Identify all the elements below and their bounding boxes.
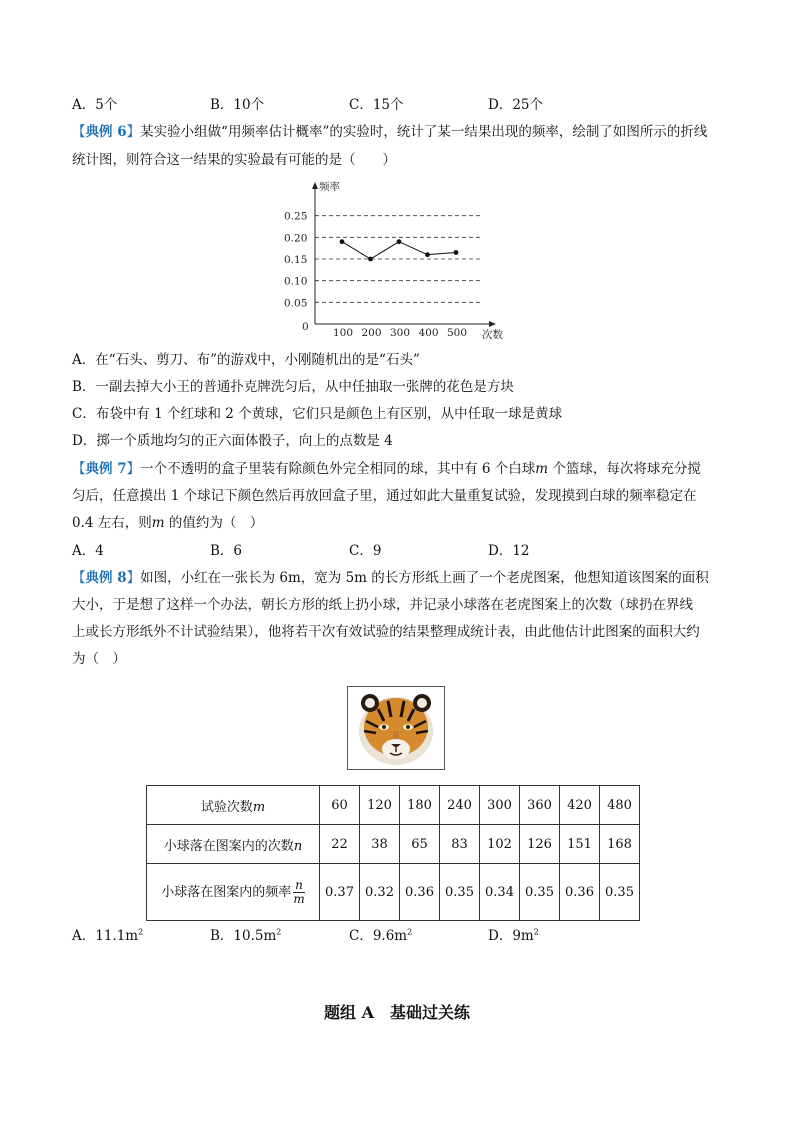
x-axis-label: 次数 xyxy=(482,329,503,341)
trials-header: 试验次数m xyxy=(147,786,320,825)
q5-option-d: D．25个 xyxy=(488,97,544,113)
ex7-var-m-2: m xyxy=(151,515,165,531)
trials-cell: 420 xyxy=(560,786,600,825)
experiment-table xyxy=(146,785,640,921)
frequency-line-chart xyxy=(282,176,522,346)
x-tick-label: 100 xyxy=(333,327,354,339)
ex7-option-c: C．9 xyxy=(349,543,382,559)
ex8-tag: 典例 8 xyxy=(85,570,127,586)
chart-series xyxy=(340,239,459,261)
ex6-option-d: D．掷一个质地均匀的正六面体骰子，向上的点数是 4 xyxy=(72,433,393,449)
ex7-text-3b: 的值约为（ ） xyxy=(164,515,264,531)
frequency-cell: 0.35 xyxy=(600,864,640,921)
trials-cell: 300 xyxy=(480,786,520,825)
tiger-face-icon xyxy=(348,687,444,769)
ex7-option-a: A．4 xyxy=(72,543,104,559)
fraction-n-over-m: $\frac{n}{m}$ xyxy=(293,877,305,906)
ex7-tag: 典例 7 xyxy=(85,461,127,477)
ex8-option-c: C．$9.6m^2$ xyxy=(349,927,413,944)
y-tick-label: 0.25 xyxy=(284,210,308,223)
frequency-cell: 0.37 xyxy=(320,864,360,921)
frequency-cell: 0.32 xyxy=(360,864,400,921)
section-title: 题组 A 基础过关练 xyxy=(324,1003,470,1022)
ex6-option-a: A．在“石头、剪刀、布”的游戏中，小刚随机出的是“石头” xyxy=(72,352,420,368)
ex8-option-a: A．$11.1m^2$ xyxy=(72,927,144,944)
ex8-line4: 为（ ） xyxy=(72,651,126,667)
ex7-option-d: D．12 xyxy=(488,543,530,559)
ex8-option-b: B．$10.5m^2$ xyxy=(210,927,282,944)
ex6-option-b: B．一副去掉大小王的普通扑克牌洗匀后，从中任抽取一张牌的花色是方块 xyxy=(72,379,514,395)
ex8-option-d: D．$9m^2$ xyxy=(488,927,539,944)
x-tick-labels xyxy=(333,327,467,339)
hits-cell: 126 xyxy=(520,825,560,864)
hits-cell: 22 xyxy=(320,825,360,864)
y-tick-label: 0.10 xyxy=(284,275,308,288)
table-row-frequency xyxy=(147,864,640,921)
ex7-line1: 【典例 7】一个不透明的盒子里装有除颜色外完全相同的球，其中有 6 个白球m 个篮球，每次将球充分搅 xyxy=(72,461,701,477)
ex6-tag: 典例 6 xyxy=(85,124,127,140)
q5-option-a: A．5个 xyxy=(72,97,118,113)
trials-cell: 60 xyxy=(320,786,360,825)
data-point xyxy=(340,239,345,244)
ex7-line2: 匀后，任意摸出 1 个球记下颜色然后再放回盒子里，通过如此大量重复试验，发现摸到白球的频率稳定在 xyxy=(72,488,697,504)
x-tick-label: 300 xyxy=(390,327,411,339)
ex7-var-m: m xyxy=(535,461,549,477)
hits-cell: 65 xyxy=(400,825,440,864)
tiger-image xyxy=(347,686,445,770)
hits-cell: 151 xyxy=(560,825,600,864)
trials-cell: 180 xyxy=(400,786,440,825)
ex6-text-1: 某实验小组做“用频率估计概率”的实验时，统计了某一结果出现的频率，绘制了如图所示的折线 xyxy=(140,124,708,140)
table-row-hits xyxy=(147,825,640,864)
frequency-cell: 0.36 xyxy=(400,864,440,921)
hits-cell: 38 xyxy=(360,825,400,864)
data-point xyxy=(425,252,430,257)
x-tick-label: 400 xyxy=(418,327,439,339)
y-tick-label: 0.05 xyxy=(284,297,308,310)
ex7-text-3a: 0.4 左右，则 xyxy=(72,515,152,531)
ex7-option-b: B．6 xyxy=(210,543,243,559)
ex6-line1: 【典例 6】某实验小组做“用频率估计概率”的实验时，统计了某一结果出现的频率，绘制了如图所示的折线 xyxy=(72,124,708,140)
trials-cell: 120 xyxy=(360,786,400,825)
frequency-cell: 0.34 xyxy=(480,864,520,921)
ex7-line3 xyxy=(72,513,263,533)
chart-axes xyxy=(312,182,496,327)
q5-option-c: C．15个 xyxy=(349,97,404,113)
hits-header: 小球落在图案内的次数n xyxy=(147,825,320,864)
ex6-line2: 统计图，则符合这一结果的实验最有可能的是（ ） xyxy=(72,152,396,168)
ex8-line1: 【典例 8】如图，小红在一张长为 6m，宽为 5m 的长方形纸上画了一个老虎图案，他想知道该图案的面积 xyxy=(72,570,709,586)
ex8-text-1: 如图，小红在一张长为 6m，宽为 5m 的长方形纸上画了一个老虎图案，他想知道该图案的面积 xyxy=(140,570,709,586)
ex7-text-1a: 一个不透明的盒子里装有除颜色外完全相同的球，其中有 6 个白球 xyxy=(140,461,536,477)
hits-cell: 168 xyxy=(600,825,640,864)
frequency-cell: 0.35 xyxy=(440,864,480,921)
trials-cell: 240 xyxy=(440,786,480,825)
hits-cell: 83 xyxy=(440,825,480,864)
frequency-cell: 0.36 xyxy=(560,864,600,921)
trials-cell: 480 xyxy=(600,786,640,825)
data-point xyxy=(454,250,459,255)
q5-option-b: B．10个 xyxy=(210,97,265,113)
chart-grid xyxy=(315,216,480,303)
y-tick-label: 0.20 xyxy=(284,232,308,245)
y-tick-label: 0.15 xyxy=(284,254,308,266)
frequency-header: 小球落在图案内的频率 $\frac{n}{m}$ xyxy=(147,864,320,921)
origin-label: 0 xyxy=(302,321,309,333)
data-point xyxy=(368,257,373,262)
ex7-text-1b: 个篮球，每次将球充分搅 xyxy=(548,461,701,477)
ex8-line3: 上或长方形纸外不计试验结果），他将若干次有效试验的结果整理成统计表，由此他估计此图案的面积大约 xyxy=(72,624,700,640)
trials-cell: 360 xyxy=(520,786,560,825)
series-line xyxy=(342,242,456,259)
y-axis-label: 频率 xyxy=(319,181,340,193)
x-tick-label: 200 xyxy=(361,327,382,339)
ex6-option-c: C．布袋中有 1 个红球和 2 个黄球，它们只是颜色上有区别，从中任取一球是黄球 xyxy=(72,406,563,422)
frequency-cell: 0.35 xyxy=(520,864,560,921)
y-tick-labels xyxy=(284,211,307,310)
hits-cell: 102 xyxy=(480,825,520,864)
table-row-trials xyxy=(147,786,640,825)
ex8-line2: 大小，于是想了这样一个办法，朝长方形的纸上扔小球，并记录小球落在老虎图案上的次数（球扔在界线 xyxy=(72,597,693,613)
x-tick-label: 500 xyxy=(447,327,468,339)
data-point xyxy=(397,239,402,244)
